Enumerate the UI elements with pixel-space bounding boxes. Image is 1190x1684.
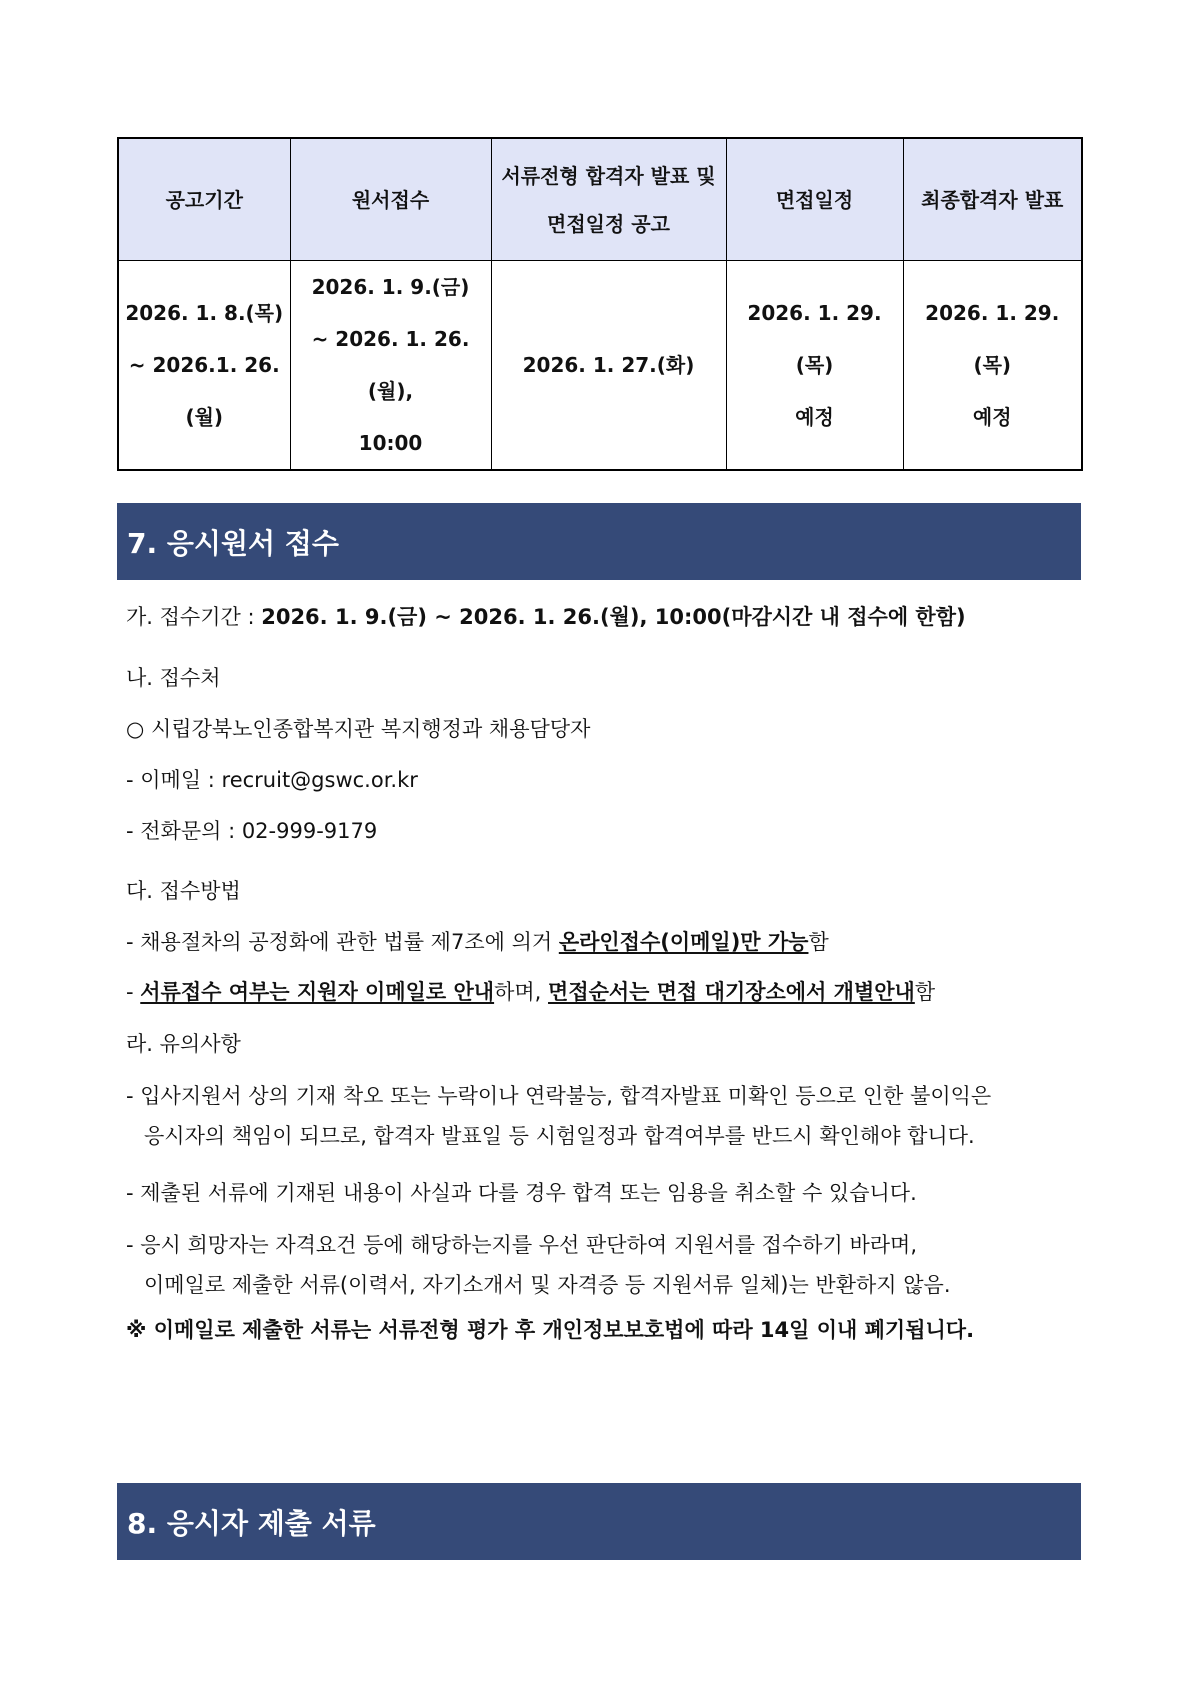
notice-label: 라. 유의사항 xyxy=(126,1032,241,1056)
notice-item-1-line-1: - 입사지원서 상의 기재 착오 또는 누락이나 연락불능, 합격자발표 미확인 등으로 인한 불이익은 xyxy=(126,1084,992,1108)
section-8-header: 8. 응시자 제출 서류 xyxy=(117,1483,1081,1560)
table-row xyxy=(118,261,1082,471)
cell-interview-schedule: 2026. 1. 29.(목) 예정 xyxy=(726,261,903,471)
notice-item-3-line-2: 이메일로 제출한 서류(이력서, 자기소개서 및 자격증 등 지원서류 일체)는 반환하지 않음. xyxy=(144,1273,951,1297)
cell-document-result: 2026. 1. 27.(화) xyxy=(491,261,726,471)
reception-email: - 이메일 : recruit@gswc.or.kr xyxy=(126,768,418,792)
header-announcement-period: 공고기간 xyxy=(118,138,290,261)
header-interview-schedule: 면접일정 xyxy=(726,138,903,261)
notice-item-3-line-1: - 응시 희망자는 자격요건 등에 해당하는지를 우선 판단하여 지원서를 접수하기 바라며, xyxy=(126,1233,918,1257)
reception-label: 나. 접수처 xyxy=(126,666,221,690)
table-header-row xyxy=(118,138,1082,261)
method-label: 다. 접수방법 xyxy=(126,879,241,903)
schedule-table xyxy=(117,137,1083,471)
method-item-1: - 채용절차의 공정화에 관한 법률 제7조에 의거 온라인접수(이메일)만 가능함 xyxy=(126,930,829,954)
reception-office: ○ 시립강북노인종합복지관 복지행정과 채용담당자 xyxy=(126,717,591,741)
cell-final-result: 2026. 1. 29.(목) 예정 xyxy=(903,261,1082,471)
disposal-note: ※ 이메일로 제출한 서류는 서류전형 평가 후 개인정보보호법에 따라 14일 이내 폐기됩니다. xyxy=(126,1318,975,1342)
application-period-line: 가. 접수기간 : 2026. 1. 9.(금) ~ 2026. 1. 26.(월), 10:00(마감시간 내 접수에 한함) xyxy=(126,605,966,629)
header-final-result: 최종합격자 발표 xyxy=(903,138,1082,261)
notice-item-2: - 제출된 서류에 기재된 내용이 사실과 다를 경우 합격 또는 임용을 취소할 수 있습니다. xyxy=(126,1181,917,1205)
cell-application: 2026. 1. 9.(금) ~ 2026. 1. 26.(월), 10:00 xyxy=(290,261,491,471)
header-application: 원서접수 xyxy=(290,138,491,261)
reception-phone: - 전화문의 : 02-999-9179 xyxy=(126,819,378,843)
cell-announcement-period: 2026. 1. 8.(목) ~ 2026.1. 26.(월) xyxy=(118,261,290,471)
method-item-2: - 서류접수 여부는 지원자 이메일로 안내하며, 면접순서는 면접 대기장소에서 개별안내함 xyxy=(126,980,936,1004)
section-7-header: 7. 응시원서 접수 xyxy=(117,503,1081,580)
notice-item-1-line-2: 응시자의 책임이 되므로, 합격자 발표일 등 시험일정과 합격여부를 반드시 확인해야 합니다. xyxy=(144,1124,975,1148)
header-document-result: 서류전형 합격자 발표 및 면접일정 공고 xyxy=(491,138,726,261)
